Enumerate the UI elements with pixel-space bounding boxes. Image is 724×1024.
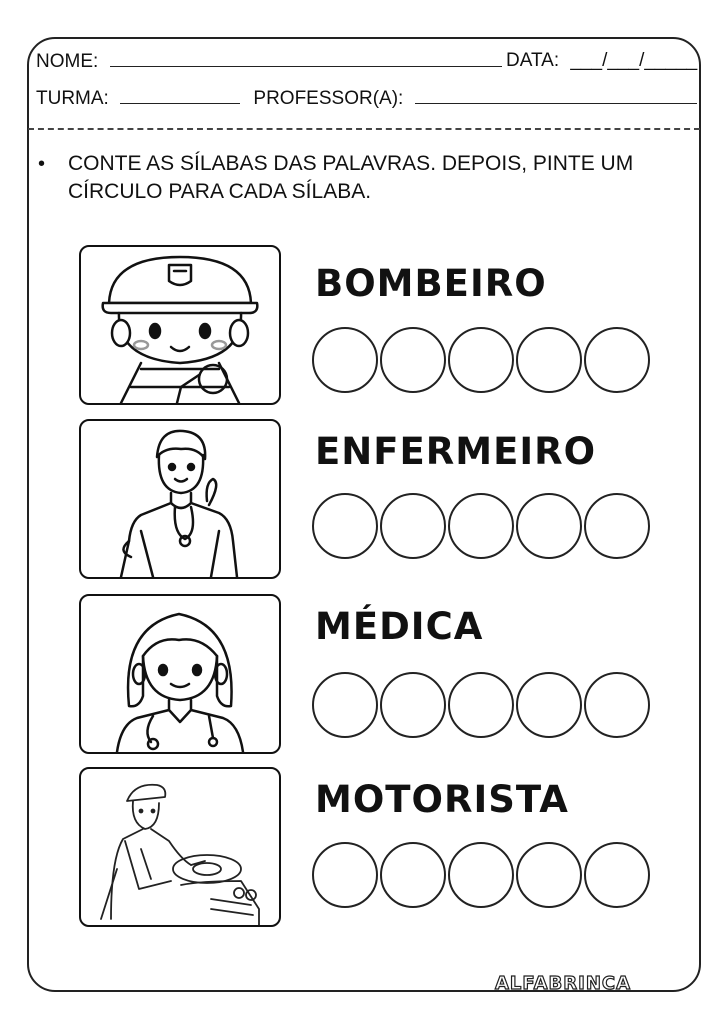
syllable-circle[interactable]: [312, 672, 378, 738]
syllable-circle[interactable]: [516, 842, 582, 908]
syllable-circles: [312, 327, 650, 393]
syllable-circle[interactable]: [312, 493, 378, 559]
instruction: [38, 150, 678, 206]
syllable-circle[interactable]: [380, 493, 446, 559]
firefighter-icon: [81, 247, 279, 403]
worksheet-header: [27, 37, 701, 129]
syllable-circles: [312, 842, 650, 908]
nurse-icon: [81, 421, 279, 577]
date-label: DATA:: [506, 50, 560, 71]
syllable-circles: [312, 493, 650, 559]
teacher-field[interactable]: [415, 87, 697, 104]
syllable-circle[interactable]: [380, 672, 446, 738]
teacher-label: PROFESSOR(A):: [253, 88, 404, 109]
syllable-circle[interactable]: [584, 493, 650, 559]
syllable-circle[interactable]: [584, 327, 650, 393]
syllable-circle[interactable]: [312, 327, 378, 393]
bullet-icon: •: [38, 153, 46, 175]
syllable-circle[interactable]: [312, 842, 378, 908]
syllable-circle[interactable]: [380, 327, 446, 393]
instruction-text: CONTE AS SÍLABAS DAS PALAVRAS. DEPOIS, PINTE UM CÍRCULO PARA CADA SÍLABA.: [68, 152, 634, 203]
syllable-circle[interactable]: [516, 493, 582, 559]
brand-logo: ALFABRINCA: [495, 973, 632, 994]
doctor-illustration: [79, 594, 281, 754]
name-label: NOME:: [36, 51, 99, 72]
nurse-illustration: [79, 419, 281, 579]
class-label: TURMA:: [36, 88, 109, 109]
syllable-circle[interactable]: [448, 672, 514, 738]
syllable-circle[interactable]: [516, 327, 582, 393]
driver-icon: [81, 769, 279, 925]
firefighter-illustration: [79, 245, 281, 405]
syllable-circles: [312, 672, 650, 738]
syllable-circle[interactable]: [516, 672, 582, 738]
word-bombeiro: BOMBEIRO: [315, 262, 547, 305]
doctor-icon: [81, 596, 279, 752]
driver-illustration: [79, 767, 281, 927]
syllable-circle[interactable]: [584, 672, 650, 738]
syllable-circle[interactable]: [448, 327, 514, 393]
syllable-circle[interactable]: [448, 842, 514, 908]
word-enfermeiro: ENFERMEIRO: [315, 430, 597, 473]
syllable-circle[interactable]: [448, 493, 514, 559]
date-field[interactable]: ___/___/_____: [570, 50, 698, 71]
class-field[interactable]: [120, 87, 240, 104]
syllable-circle[interactable]: [380, 842, 446, 908]
word-medica: MÉDICA: [315, 605, 484, 648]
syllable-circle[interactable]: [584, 842, 650, 908]
header-divider: [28, 128, 700, 130]
name-field[interactable]: [110, 50, 502, 67]
word-motorista: MOTORISTA: [315, 778, 569, 821]
